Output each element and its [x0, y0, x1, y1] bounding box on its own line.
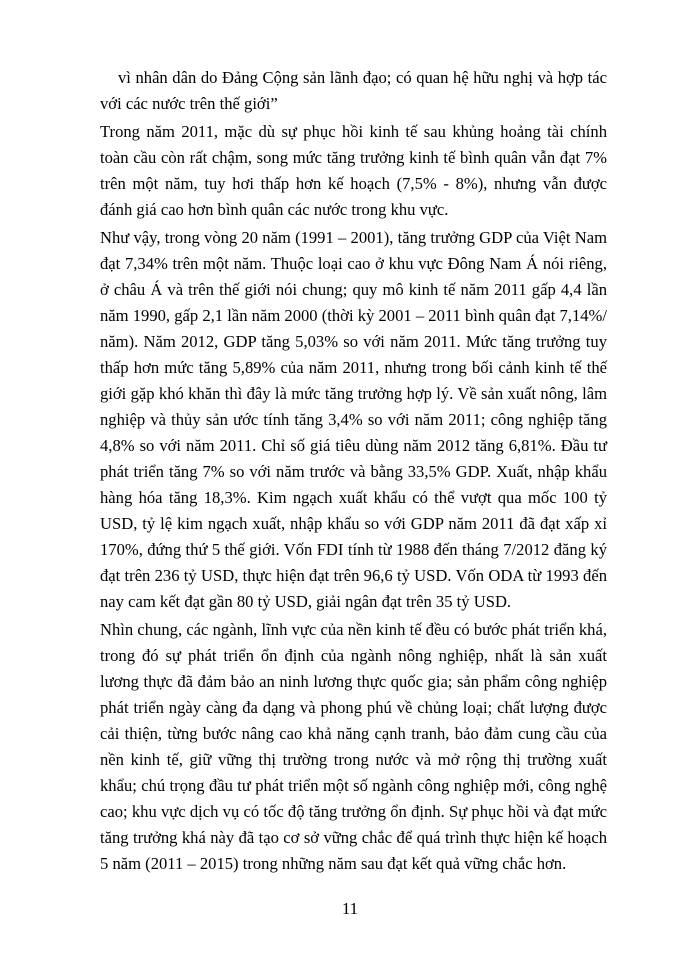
paragraph-overview: Nhìn chung, các ngành, lĩnh vực của nền kinh tế đều có bước phát triển khá, trong đó sự phát triển ổn định của ngành nông nghiệp, nhất là sản xuất lương thực đã đảm bảo an ninh lương thực quốc gia; sản phẩm công nghiệp phát triển ngày càng đa dạng và phong phú về chủng loại; chất lượng được cải thiện, từng bước nâng cao khả năng cạnh tranh, bảo đảm cung cầu của nền kinh tế, giữ vững thị trường trong nước và mở rộng thị trường xuất khẩu; chú trọng đầu tư phát triển một số ngành công nghiệp mới, công nghệ cao; khu vực dịch vụ có tốc độ tăng trưởng ổn định. Sự phục hồi và đạt mức tăng trưởng khá này đã tạo cơ sở vững chắc để quá trình thực hiện kế hoạch 5 năm (2011 – 2015) trong những năm sau đạt kết quả vững chắc hơn.: [100, 620, 607, 873]
body-text: [100, 65, 607, 877]
page-number: 11: [341, 899, 359, 918]
paragraph-gdp-statistics: Như vậy, trong vòng 20 năm (1991 – 2001), tăng trưởng GDP của Việt Nam đạt 7,34% trên một năm. Thuộc loại cao ở khu vực Đông Nam Á nói riêng, ở châu Á và trên thế giới nói chung; quy mô kinh tế năm 2011 gấp 4,4 lần năm 1990, gấp 2,1 lần năm 2000 (thời kỳ 2001 – 2011 bình quân đạt 7,14%/ năm). Năm 2012, GDP tăng 5,03% so với năm 2011. Mức tăng trưởng tuy thấp hơn mức tăng 5,89% của năm 2011, nhưng trong bối cảnh kinh tế thế giới gặp khó khăn thì đây là mức tăng trưởng hợp lý. Về sản xuất nông, lâm nghiệp và thủy sản ước tính tăng 3,4% so với năm 2011; công nghiệp tăng 4,8% so với năm 2011. Chỉ số giá tiêu dùng năm 2012 tăng 6,81%. Đầu tư phát triển tăng 7% so với năm trước và bằng 33,5% GDP. Xuất, nhập khẩu hàng hóa tăng 18,3%. Kim ngạch xuất khẩu có thể vượt qua mốc 100 tỷ USD, tỷ lệ kim ngạch xuất, nhập khẩu so với GDP năm 2011 đã đạt xấp xỉ 170%, đứng thứ 5 thế giới. Vốn FDI tính từ 1988 đến tháng 7/2012 đăng ký đạt trên 236 tỷ USD, thực hiện đạt trên 96,6 tỷ USD. Vốn ODA từ 1993 đến nay cam kết đạt gần 80 tỷ USD, giải ngân đạt trên 35 tỷ USD.: [100, 228, 607, 611]
paragraph-quote-continuation: vì nhân dân do Đảng Cộng sản lãnh đạo; có quan hệ hữu nghị và hợp tác với các nước trên thế giới”: [100, 68, 607, 113]
paragraph-growth-2011: Trong năm 2011, mặc dù sự phục hồi kinh tế sau khủng hoảng tài chính toàn cầu còn rất chậm, song mức tăng trưởng kinh tế bình quân vẫn đạt 7% trên một năm, tuy hơi thấp hơn kế hoạch (7,5% - 8%), nhưng vẫn được đánh giá cao hơn bình quân các nước trong khu vực.: [100, 122, 607, 219]
